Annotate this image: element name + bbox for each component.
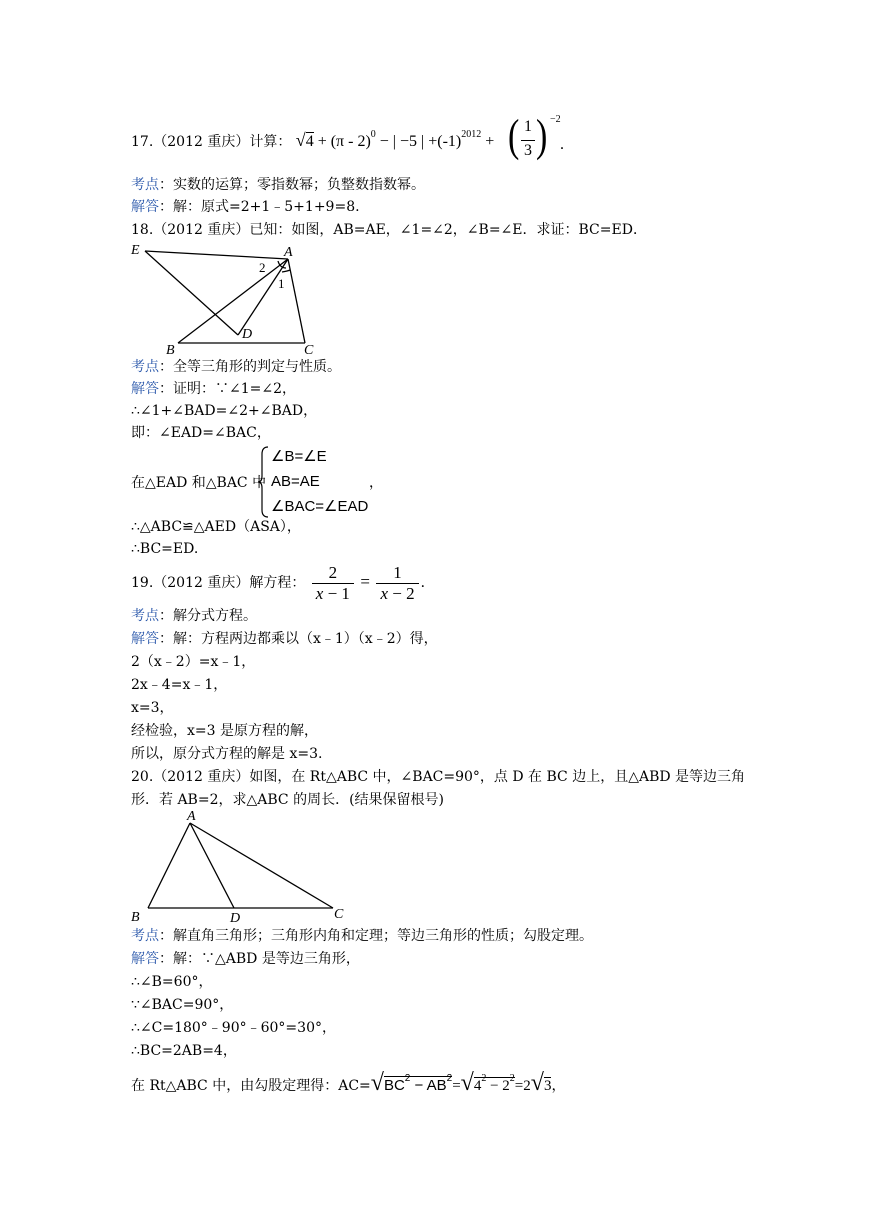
q19-left-fraction: $\frac{2}{x - 1}$ (312, 563, 354, 604)
q17-question (131, 128, 494, 156)
q19-step-1: 2（x﹣2）=x﹣1， (131, 654, 256, 670)
q18-brace-item-1: ∠B=∠E (271, 448, 327, 465)
q19-kaodian (131, 606, 257, 626)
q20-question-line2: 形．若 AB=2，求△ABC 的周长．(结果保留根号) (131, 792, 444, 808)
q17-jd-label: 解答 (131, 199, 159, 215)
q18-line1: ∴∠1+∠BAD=∠2+∠BAD， (131, 403, 318, 419)
q19-jieda (131, 629, 438, 649)
q20-jieda (131, 949, 360, 969)
q18-line4: ∴BC=ED. (131, 541, 199, 557)
q19-step-2: 2x﹣4=x﹣1， (131, 677, 228, 693)
q18-label-a: A (284, 245, 293, 260)
q18-label-b: B (166, 343, 175, 358)
q17-jd-text: ：解：原式=2+1﹣5+1+9=8. (159, 199, 360, 215)
q18-figure (128, 240, 328, 360)
q19-step-3: x=3， (131, 700, 174, 716)
q20-last-prefix: 在 Rt△ABC 中，由勾股定理得：AC= (131, 1078, 371, 1094)
q20-jd-label: 解答 (131, 951, 159, 967)
q18-kd-text: ：全等三角形的判定与性质。 (159, 359, 341, 375)
q20-jd-text: ：解：∵△ABD 是等边三角形， (159, 951, 360, 967)
q17-kd-label: 考点 (131, 177, 159, 193)
q17-kaodian (131, 175, 425, 195)
brace-icon (257, 446, 271, 518)
q19-jd-label: 解答 (131, 631, 159, 647)
q20-figure (126, 808, 356, 923)
q20-label-d: D (230, 911, 241, 923)
q19-kd-label: 考点 (131, 608, 159, 624)
q18-jieda (131, 379, 296, 399)
q20-label-a: A (187, 809, 196, 824)
q20-step-4: ∴BC=2AB=4， (131, 1043, 237, 1059)
q18-jd-label: 解答 (131, 381, 159, 397)
q18-kd-label: 考点 (131, 359, 159, 375)
q18-label-e: E (131, 243, 140, 258)
q19-suffix: ． (420, 575, 435, 591)
q19-prefix: 19.（2012 重庆）解方程： (131, 575, 306, 591)
q18-brace-prefix: 在△EAD 和△BAC 中 (131, 475, 267, 491)
q20-kaodian (131, 926, 593, 946)
q19-right-fraction: $\frac{1}{x - 2}$ (376, 563, 418, 604)
q18-brace-items (271, 444, 368, 519)
q20-label-c: C (334, 907, 344, 922)
q17-prefix: 17.（2012 重庆）计算： (131, 134, 292, 150)
q19-kd-text: ：解分式方程。 (159, 608, 257, 624)
q18-label-1: 1 (278, 276, 285, 291)
q18-brace-suffix: ， (369, 475, 383, 491)
q20-label-b: B (131, 910, 140, 923)
q20-step-3: ∴∠C=180°﹣90°﹣60°=30°， (131, 1020, 336, 1036)
q18-label-2: 2 (259, 260, 266, 275)
q18-jd-text: ：证明：∵∠1=∠2， (159, 381, 297, 397)
q19-jd-text: ：解：方程两边都乘以（x﹣1）（x﹣2）得， (159, 631, 438, 647)
q20-kd-label: 考点 (131, 928, 159, 944)
q18-kaodian (131, 357, 341, 377)
q17-kd-text: ：实数的运算；零指数幂；负整数指数幂。 (159, 177, 425, 193)
q18-brace-item-3: ∠BAC=∠EAD (271, 498, 369, 515)
q18-label-c: C (304, 343, 314, 358)
q18-question: 18.（2012 重庆）已知：如图，AB=AE，∠1=∠2，∠B=∠E．求证：BC=ED． (131, 222, 647, 238)
q17-expression: √4 + (π - 2)$^0$ − | −5 | $+(-1)^{2012}$ + (295, 129, 495, 150)
q19-question: 19.（2012 重庆）解方程： $\frac{2}{x - 1}$ = $\frac{1}{x - 2}$ ． (131, 562, 435, 603)
q20-last-line (131, 1068, 565, 1103)
q20-step-2: ∵∠BAC=90°， (131, 997, 234, 1013)
q19-step-5: 所以，原分式方程的解是 x=3. (131, 746, 323, 762)
q18-line2: 即：∠EAD=∠BAC， (131, 425, 271, 441)
q18-label-d: D (242, 327, 253, 342)
q18-line3: ∴△ABC≌△AED（ASA）， (131, 519, 301, 535)
q18-brace-item-2: AB=AE (271, 473, 320, 490)
q17-jieda (131, 197, 360, 217)
q20-ac-formula: $√BC^2 - AB^2=√4^2 - 2^2=2√3$ (370, 1070, 552, 1096)
q20-step-1: ∴∠B=60°， (131, 974, 213, 990)
q20-question-line1: 20.（2012 重庆）如图，在 Rt△ABC 中，∠BAC=90°，点 D 在 BC 边上，且△ABD 是等边三角 (131, 769, 746, 785)
q20-last-suffix: ， (551, 1078, 566, 1094)
q20-kd-text: ：解直角三角形；三角形内角和定理；等边三角形的性质；勾股定理。 (159, 928, 593, 944)
q19-step-4: 经检验，x=3 是原方程的解， (131, 723, 318, 739)
